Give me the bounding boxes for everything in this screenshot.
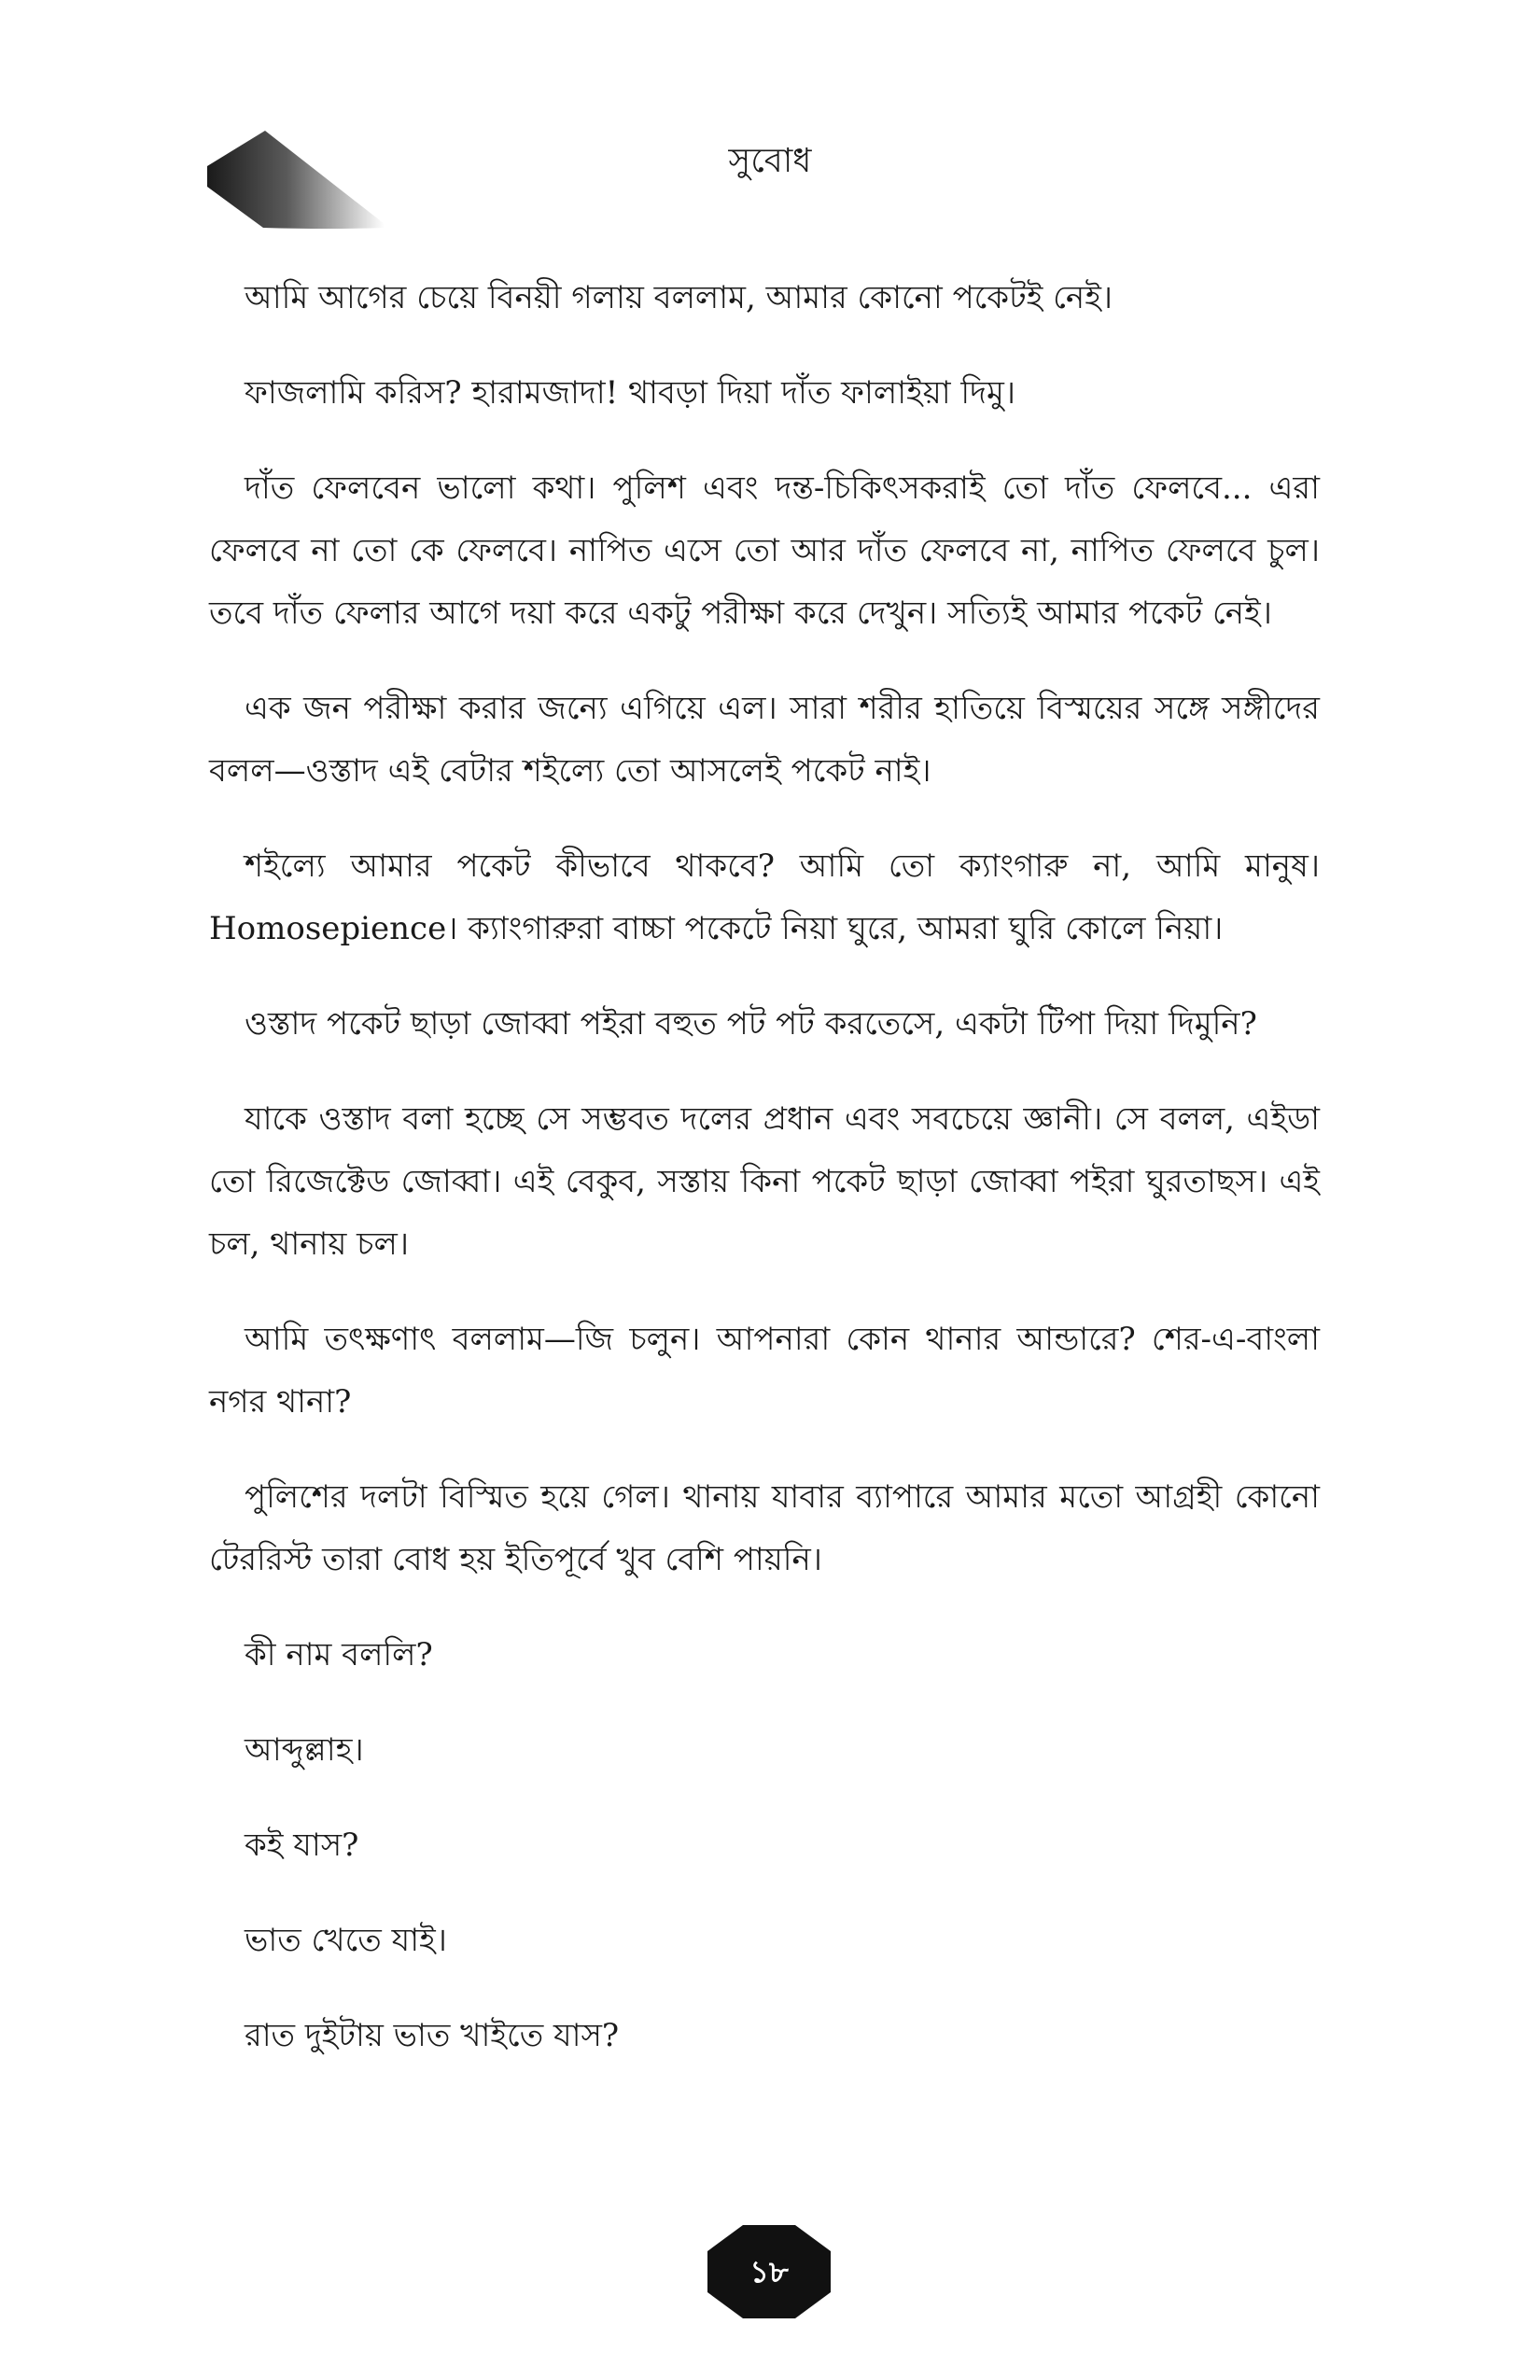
running-title: সুবোধ xyxy=(728,142,812,180)
paragraph: পুলিশের দলটা বিস্মিত হয়ে গেল। থানায় যাবার ব্যাপারে আমার মতো আগ্রহী কোনো টেররিস্ট তারা বোধ হয় ইতিপূর্বে খুব বেশি পায়নি। xyxy=(209,1478,1320,1578)
dialogue-line: ভাত খেতে যাই। xyxy=(245,1922,447,1959)
paragraph: এক জন পরীক্ষা করার জন্যে এগিয়ে এল। সারা শরীর হাতিয়ে বিস্ময়ের সঙ্গে সঙ্গীদের বলল—ওস্তাদ এই বেটার শইল্যে তো আসলেই পকেট নাই। xyxy=(209,690,1320,790)
dialogue-line: কই যাস? xyxy=(245,1827,359,1864)
dialogue-line: আব্দুল্লাহ। xyxy=(245,1731,364,1769)
page-number-badge xyxy=(706,2223,833,2320)
page-number: ১৮ xyxy=(749,2254,789,2289)
paragraph: ওস্তাদ পকেট ছাড়া জোব্বা পইরা বহুত পট পট করতেসে, একটা টিপা দিয়া দিমুনি? xyxy=(245,1005,1257,1043)
paragraph: শইল্যে আমার পকেট কীভাবে থাকবে? আমি তো ক্যাংগারু না, আমি মানুষ। Homosepience। ক্যাংগারুরা বাচ্চা পকেটে নিয়া ঘুরে, আমরা ঘুরি কোলে নিয়া। xyxy=(209,847,1320,947)
dialogue-line: কী নাম বললি? xyxy=(245,1636,433,1673)
paragraph: দাঁত ফেলবেন ভালো কথা। পুলিশ এবং দন্ত-চিকিৎসকরাই তো দাঁত ফেলবে... এরা ফেলবে না তো কে ফেলবে। নাপিত এসে তো আর দাঁত ফেলবে না, নাপিত ফেলবে চুল। তবে দাঁত ফেলার আগে দয়া করে একটু পরীক্ষা করে দেখুন। সত্যিই আমার পকেট নেই। xyxy=(209,469,1320,632)
paragraph: ফাজলামি করিস? হারামজাদা! থাবড়া দিয়া দাঁত ফালাইয়া দিমু। xyxy=(245,374,1016,412)
paragraph: যাকে ওস্তাদ বলা হচ্ছে সে সম্ভবত দলের প্রধান এবং সবচেয়ে জ্ঞানী। সে বলল, এইডা তো রিজেক্টেড জোব্বা। এই বেকুব, সস্তায় কিনা পকেট ছাড়া জোব্বা পইরা ঘুরতাছস। এই চল, থানায় চল। xyxy=(209,1100,1320,1263)
paragraph: আমি তৎক্ষণাৎ বললাম—জি চলুন। আপনারা কোন থানার আন্ডারে? শের-এ-বাংলা নগর থানা? xyxy=(209,1321,1320,1421)
page-body xyxy=(209,267,1320,2134)
dialogue-line: রাত দুইটায় ভাত খাইতে যাস? xyxy=(245,2017,620,2054)
paragraph: আমি আগের চেয়ে বিনয়ী গলায় বললাম, আমার কোনো পকেটই নেই। xyxy=(245,279,1113,316)
